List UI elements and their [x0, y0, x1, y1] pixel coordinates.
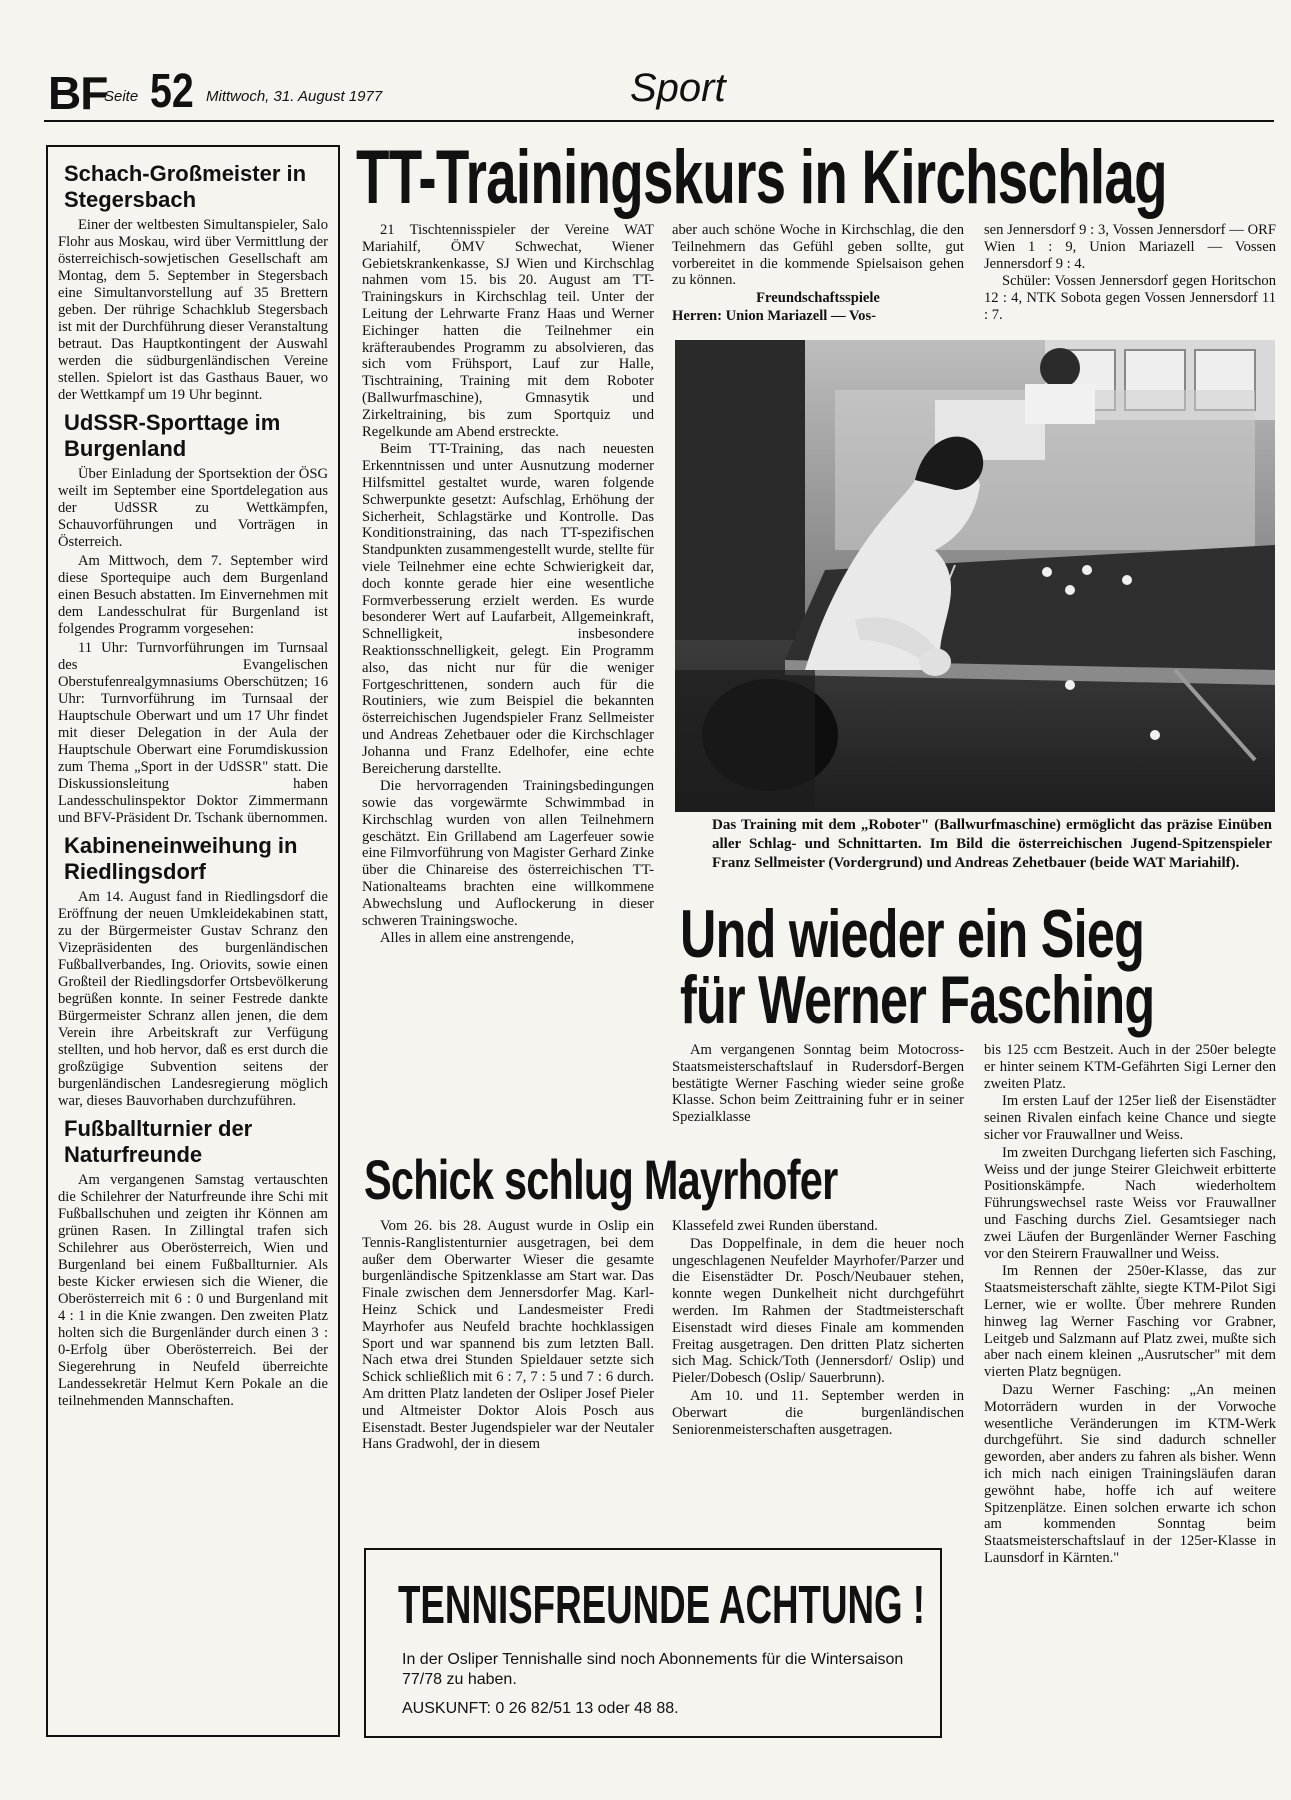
- schick-column-2: [672, 1218, 964, 1439]
- article-body: [58, 466, 328, 827]
- fasching-column-1: [672, 1042, 964, 1127]
- paragraph: Schüler: Vossen Jennersdorf gegen Horitschon 12 : 4, NTK Sobota gegen Vossen Jennersdorf 11 : 7.: [984, 273, 1276, 323]
- article-headline: Fußballturnier der Naturfreunde: [64, 1116, 253, 1167]
- article-body: [58, 889, 328, 1110]
- fasching-headline-line-1: Und wieder ein Sieg: [680, 896, 1145, 972]
- article-headline: Kabineneinweihung in Riedlingsdorf: [64, 833, 298, 884]
- tt-column-1: [362, 222, 654, 948]
- article-schach: [58, 161, 328, 404]
- masthead: [44, 64, 1274, 122]
- paragraph: Am vergangenen Sonntag beim Motocross-Staatsmeisterschaftslauf in Rudersdorf-Bergen bestätigte Werner Fasching wieder seine große Klasse. Schon beim Zeittraining fuhr er in seiner Spezialklasse: [672, 1042, 964, 1126]
- ad-title: TENNISFREUNDE ACHTUNG !: [398, 1575, 925, 1635]
- article-body: [58, 217, 328, 404]
- paragraph: aber auch schöne Woche in Kirchschlag, die den Teilnehmern das Gefühl geben sollte, gut vorbereitet in die kommende Spielsaison gehen zu können.: [672, 222, 964, 289]
- fasching-headline-line-2: für Werner Fasching: [680, 962, 1155, 1038]
- ad-contact: AUSKUNFT: 0 26 82/51 13 oder 48 88.: [402, 1700, 679, 1717]
- paragraph: 21 Tischtennisspieler der Vereine WAT Mariahilf, ÖMV Schwechat, Wiener Gebietskrankenkasse, SJ Wien und Kirchschlag nahmen vom 15. bis 20. August am TT-Trainingskurs in Kirchschlag teil. Unter der Leitung der Lehrwarte Franz Haas und Werner Eichinger hatten die Teilnehmer ein kräfteraubendes Programm zu absolvieren, das sich vom Frühsport, Lauf zur Halle, Tischtraining, Training mit dem Roboter (Ballwurfmaschine), Gmnasytik und Zirkeltraining, bis zum Sportquiz und Regelkunde am Abend erstreckte.: [362, 222, 654, 440]
- tt-column-2: [672, 222, 964, 326]
- article-fussball: [58, 1116, 328, 1410]
- tt-headline: TT-Trainingskurs in Kirchschlag: [356, 135, 1167, 220]
- paragraph: Das Doppelfinale, in dem die heuer noch ungeschlagenen Neufelder Mayrhofer/Parzer und die Eisenstädter Dr. Posch/Neubauer stehen, konnte wegen Dunkelheit nicht durchgeführt werden. Im Rahmen der Stadtmeisterschaft Eisenstadt wird dieses Finale am kommenden Freitag ausgetragen. Den dritten Platz sicherten sich Mag. Schick/Toth (Jennersdorf/ Oslip) und Pieler/Dobesch (Oslip/ Sauerbrunn).: [672, 1235, 964, 1387]
- tt-column-3: [984, 222, 1276, 325]
- fasching-column-2: [984, 1042, 1276, 1568]
- paragraph: Im Rennen der 250er-Klasse, das zur Staatsmeisterschaft zählte, siegte KTM-Pilot Sigi Lerner, wie er wollte. Über mehrere Runden hinweg lag Werner Fasching vor Grabner, Leitgeb und Salzmann auf Platz zwei, mußte sich aber nach einem kleinen „Ausrutscher" mit dem vierten Platz begnügen.: [984, 1263, 1276, 1381]
- article-headline: UdSSR-Sporttage im Burgenland: [64, 410, 281, 461]
- page-number: 52: [150, 65, 194, 118]
- section-title: Sport: [630, 66, 726, 110]
- paragraph: Dazu Werner Fasching: „An meinen Motorrädern wurden in der Vorwoche wesentliche Veränderungen im KTM-Werk durchgeführt. Sie sind dadurch schneller geworden, aber anders zu fahren als bisher. Wenn ich mich nach einigen Trainingsläufen daran gewöhnt habe, hoffe ich auf weitere Spitzenplätze. Einen solchen erwarte ich schon am kommenden Sonntag beim Staatsmeisterschaftslauf in der 125er-Klasse in Launsdorf in Kärnten.": [984, 1381, 1276, 1566]
- paragraph: bis 125 ccm Bestzeit. Auch in der 250er belegte er hinter seinem KTM-Gefährten Sigi Lerner den zweiten Platz.: [984, 1042, 1276, 1092]
- training-photo: [675, 340, 1275, 812]
- newspaper-logo: BF: [48, 67, 108, 119]
- paragraph: Klassefeld zwei Runden überstand.: [672, 1218, 878, 1234]
- paragraph: Im zweiten Durchgang lieferten sich Fasching, Weiss und der junge Steirer Gleichweit erbitterte Positionskämpfe. Nach wiederholtem Führungswechsel raste Weiss vor Frauwallner und Fasching durchs Ziel. Gesamtsieger nach zwei Läufen der Burgenländer Werner Fasching vor den Steirern Frauwallner und Weiss.: [984, 1144, 1276, 1262]
- article-udssr: [58, 410, 328, 827]
- paragraph: Am 10. und 11. September werden in Oberwart die burgenländischen Seniorenmeisterschaften ausgetragen.: [672, 1387, 964, 1438]
- paragraph: Alles in allem eine anstrengende,: [380, 930, 575, 947]
- ad-body: In der Osliper Tennishalle sind noch Abonnements für die Wintersaison 77/78 zu haben.: [402, 1651, 904, 1688]
- paragraph: Am Mittwoch, dem 7. September wird diese Sportequipe auch dem Burgenland einen Besuch abstatten. Im Einvernehmen mit dem Landesschulrat für Burgenland ist folgendes Programm vorgesehen:: [58, 553, 328, 637]
- paragraph: Am vergangenen Samstag vertauschten die Schilehrer der Naturfreunde ihre Schi mit Fußballschuhen und zeigten ihr Können am grünen Rasen. In Zillingtal trafen sich Schilehrer aus Oberösterreich, Wien und Burgenland bei einem Fußballturnier. Als beste Kicker erwiesen sich die Wiener, die Oberösterreich mit 6 : 0 und Burgenland mit 4 : 1 in die Knie zwangen. Den zweiten Platz holten sich die Burgenländer durch einen 3 : 0-Erfolg über Oberösterreich. Bei der Siegerehrung in Neufeld überreichte Landessekretär Helmut Kern Pokale an die teilnehmenden Mannschaften.: [58, 1172, 328, 1409]
- paragraph: Vom 26. bis 28. August wurde in Oslip ein Tennis-Ranglistenturnier ausgetragen, bei dem außer dem Oberwarter Wieser die gesamte burgenländische Spitzenklasse am Start war. Das Finale zwischen dem Jennersdorfer Mag. Karl-Heinz Schick und Landesmeister Fredi Mayrhofer aus Neufeld brachte hochklassigen Sport und war spannend bis zum letzten Ball. Nach etwa drei Stunden Spieldauer setzte sich Schick schließlich mit 6 : 7, 7 : 5 und 7 : 6 durch. Am dritten Platz landeten der Osliper Josef Pieler und Altmeister Doktor Alois Posch aus Eisenstadt. Bester Jugendspieler war der Neutaler Hans Gradwohl, der in diesem: [362, 1218, 654, 1453]
- paragraph: Über Einladung der Sportsektion der ÖSG weilt im September eine Sportdelegation aus der UdSSR zu Wettkämpfen, Schauvorführungen und Vorträgen in Österreich.: [58, 466, 328, 550]
- schick-headline: Schick schlug Mayrhofer: [364, 1148, 838, 1211]
- paragraph: Am 14. August fand in Riedlingsdorf die Eröffnung der neuen Umkleidekabinen statt, zu der Bürgermeister Gustav Schranz den Vizepräsidenten des burgenländischen Fußballverbandes, Ing. Oriovits, sowie einen Großteil der Riedlingsdorfer Ortsbevölkerung begrüßen konnte. In seiner Festrede dankte Bürgermeister Schranz allen jenen, die dem Verein ihre Arbeitskraft zur Verfügung stellten, und hob hervor, daß es erst durch die großzügige Subvention seitens der burgenländischen Landesregierung möglich war, dieses Bauvorhaben durchzuführen.: [58, 889, 328, 1109]
- article-kabinen: [58, 833, 328, 1110]
- page-label: Seite: [104, 88, 139, 105]
- paragraph: sen Jennersdorf 9 : 3, Vossen Jennersdorf — ORF Wien 1 : 9, Union Mariazell — Vossen Jennersdorf 9 : 4.: [984, 222, 1276, 272]
- paragraph: Herren: Union Mariazell — Vos-: [672, 307, 877, 324]
- paragraph: Die hervorragenden Trainingsbedingungen sowie das vorgewärmte Schwimmbad in Kirchschlag wurden von allen Teilnehmern geschätzt. Ein Grillabend am Lagerfeuer sowie eine Filmvorführung von Magister Gerhard Zinke über die Chinareise des österreichischen TT-Nationalteams brachten eine willkommene Abwechslung und Auflockerung in dieser schweren Trainingswoche.: [362, 778, 654, 929]
- subheading: Freundschaftsspiele: [756, 290, 880, 307]
- paragraph: Einer der weltbesten Simultanspieler, Salo Flohr aus Moskau, wird über Vermittlung der österreichisch-sowjetischen Gesellschaft am Montag, dem 5. September in Stegersbach eine Simultanvorstellung auf 35 Brettern geben. Der rührige Schachklub Stegersbach ist mit der Durchführung dieser Veranstaltung betraut. Das Hauptkontingent der Auswahl werden die südburgenländischen Vereine stellen. Spielort ist das Gasthaus Bauer, wo der Wettkampf um 19 Uhr beginnt.: [58, 217, 328, 403]
- article-body: [58, 1172, 328, 1410]
- article-headline: Schach-Großmeister in Stegersbach: [64, 161, 307, 212]
- paragraph: Beim TT-Training, das nach neuesten Erkenntnissen und unter Ausnutzung moderner Hilfsmittel gestaltet wurde, waren folgende Schwerpunkte gesetzt: Aufschlag, Erhöhung der Sicherheit, Schlagstärke und Kontrolle. Das Konditionstraining, das nach TT-spezifischen Standpunkten zusammengestellt wurde, stellte für viele Teilnehmer eine echte Schwierigkeit dar, doch konnte gerade hier eine wesentliche Formverbesserung erzielt werden. Es wurde besonderer Wert auf Laufarbeit, Allgemeinkraft, Schnelligkeit, insbesondere Reaktionsschnelligkeit, gelegt. Ein Programm also, das nicht nur für die weniger Fortgeschrittenen, sondern auch für die Routiniers, wie zum Beispiel die bekannten österreichischen Jugendspieler Franz Sellmeister und Andreas Zehetbauer oder die Kirchschlager Johanna und Franz Edelhofer, eine echte Bereicherung darstellte.: [362, 441, 654, 777]
- paragraph: Im ersten Lauf der 125er ließ der Eisenstädter seinen Rivalen einfach keine Chance und siegte sicher vor Frauwallner und Weiss.: [984, 1093, 1276, 1143]
- table-tennis-photo-illustration: [675, 340, 1275, 812]
- sidebar-news-box: [46, 145, 340, 1737]
- tennis-ad-box: [364, 1548, 942, 1738]
- photo-caption: Das Training mit dem „Roboter" (Ballwurfmaschine) ermöglicht das präzise Einüben aller Schlag- und Schnittarten. Im Bild die österreichischen Jugend-Spitzenspieler Franz Sellmeister (Vordergrund) und Andreas Zehetbauer (beide WAT Mariahilf).: [712, 817, 1272, 871]
- paragraph: 11 Uhr: Turnvorführungen im Turnsaal des Evangelischen Oberstufenrealgymnasiums Oberschützen; 16 Uhr: Turnvorführung im Turnsaal der Hauptschule Oberwart und um 17 Uhr findet mit dieser Delegation in der Aula der Hauptschule Oberwart eine Forumdiskussion zum Thema „Sport in der UdSSR" statt. Die Diskussionsleitung haben Landesschulinspektor Doktor Zimmermann und BFV-Präsident Dr. Tschank übernommen.: [58, 640, 328, 826]
- schick-column-1: [362, 1218, 654, 1454]
- issue-date: Mittwoch, 31. August 1977: [206, 88, 383, 105]
